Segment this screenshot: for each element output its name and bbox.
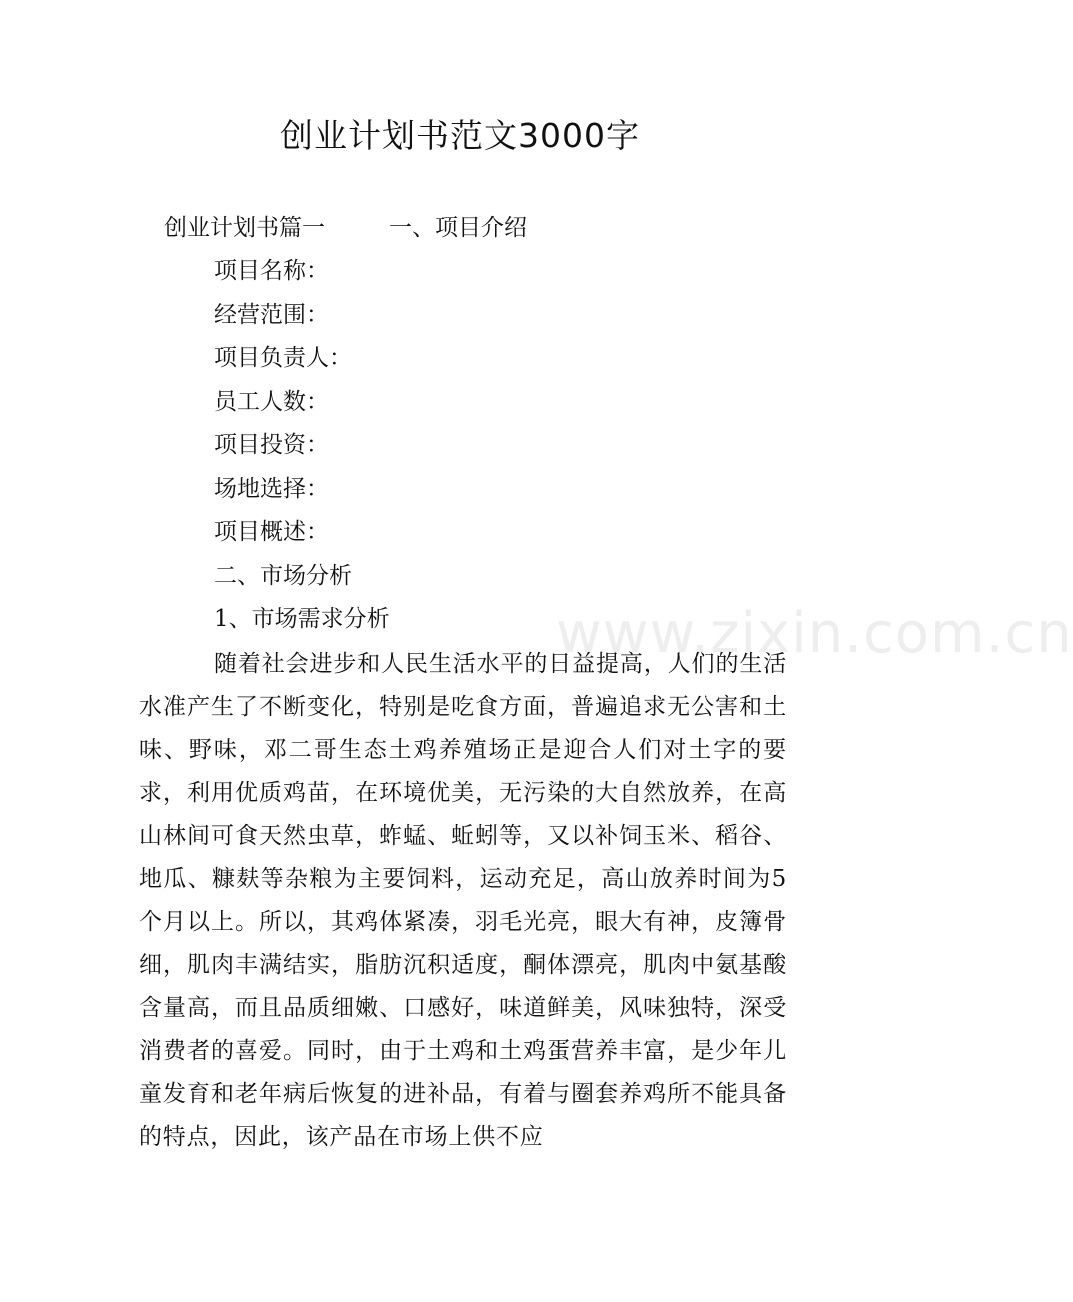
subsection-heading: 1、市场需求分析 bbox=[214, 606, 390, 632]
watermark: www.zixin.com.cn bbox=[556, 601, 1073, 666]
section-heading-2: 二、市场分析 bbox=[214, 563, 352, 589]
section-heading-1: 一、项目介绍 bbox=[389, 215, 527, 241]
part-heading: 创业计划书篇一 bbox=[164, 215, 325, 241]
document-title: 创业计划书范文3000字 bbox=[280, 116, 640, 155]
field-project-name: 项目名称： bbox=[214, 258, 329, 284]
field-staff-count: 员工人数： bbox=[214, 389, 329, 415]
field-project-leader: 项目负责人： bbox=[214, 345, 352, 371]
subheading-line bbox=[164, 207, 527, 250]
field-investment: 项目投资： bbox=[214, 432, 329, 458]
field-business-scope: 经营范围： bbox=[214, 302, 329, 328]
field-project-overview: 项目概述： bbox=[214, 519, 329, 545]
body-paragraph: 随着社会进步和人民生活水平的日益提高，人们的生活水准产生了不断变化，特别是吃食方面，普遍追求无公害和土味、野味，邓二哥生态土鸡养殖场正是迎合人们对土字的要求，利用优质鸡苗，在环境优美，无污染的大自然放养，在高山林间可食天然虫草，蚱蜢、蚯蚓等，又以补饲玉米、稻谷、地瓜、糠麸等杂粮为主要饲料，运动充足，高山放养时间为5个月以上。所以，其鸡体紧凑，羽毛光亮，眼大有神，皮簿骨细，肌肉丰满结实，脂肪沉积适度，酮体漂亮，肌肉中氨基酸含量高，而且品质细嫩、口感好，味道鲜美，风味独特，深受消费者的喜爱。同时，由于土鸡和土鸡蛋营养丰富，是少年儿童发育和老年病后恢复的进补品，有着与圈套养鸡所不能具备的特点，因此，该产品在市场上供不应 bbox=[139, 651, 787, 1150]
field-site-selection: 场地选择： bbox=[214, 476, 329, 502]
